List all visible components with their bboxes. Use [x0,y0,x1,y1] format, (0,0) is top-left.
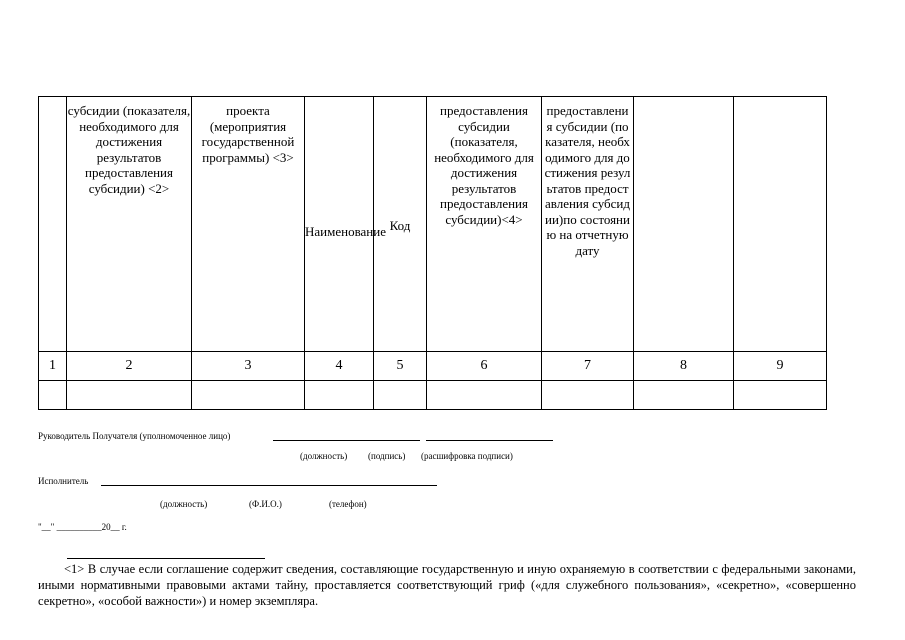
header-cell-2: субсидии (показателя, необходимого для достижения результатов предоставления субсидии) <2> [67,97,192,352]
report-table [38,96,827,410]
head-position-caption: (должность) [300,451,348,461]
table-cell [67,381,192,410]
column-number: 1 [39,352,67,381]
header-cell-3: проекта (мероприятия государственной программы) <3> [192,97,305,352]
head-name-line [426,440,553,441]
executor-name-caption: (Ф.И.О.) [249,499,282,509]
column-number: 4 [305,352,374,381]
head-signature-caption: (подпись) [368,451,406,461]
data-row [39,381,827,410]
column-number: 5 [374,352,427,381]
head-position-line [273,440,420,441]
table-cell [634,381,734,410]
column-number: 8 [634,352,734,381]
head-decoding-caption: (расшифровка подписи) [421,451,513,461]
header-row [39,97,827,352]
column-number: 2 [67,352,192,381]
header-cell-7: предоставления субсидии (показателя, необходимого для достижения результатов предоставления субсидии)по состоянию на отчетную дату [542,97,634,352]
column-number: 7 [542,352,634,381]
executor-label: Исполнитель [38,476,89,486]
table-cell [305,381,374,410]
executor-phone-caption: (телефон) [329,499,367,509]
header-cell-1 [39,97,67,352]
executor-position-caption: (должность) [160,499,208,509]
header-cell-6: предоставления субсидии (показателя, необходимого для достижения результатов предоставления субсидии)<4> [427,97,542,352]
column-number: 9 [734,352,827,381]
date-line: "__" __________20__ г. [38,522,127,532]
footnote-separator [67,558,265,559]
header-cell-9 [734,97,827,352]
executor-line [101,485,437,486]
table-cell [374,381,427,410]
table-cell [39,381,67,410]
footnote: <1> В случае если соглашение содержит сведения, составляющие государственную и иную охраняемую в соответствии с федеральными законами, иными нормативными правовыми актами тайну, проставляется соответствующий гриф («для служебного пользования», «секретно», «совершенно секретно», «особой важности») и номер экземпляра. [38,562,856,608]
table-cell [192,381,305,410]
column-number: 3 [192,352,305,381]
table-cell [734,381,827,410]
table-cell [427,381,542,410]
head-signature-label: Руководитель Получателя (уполномоченное лицо) [38,431,231,441]
header-cell-5: Код [374,97,427,352]
column-number-row [39,352,827,381]
header-cell-4: Наименование [305,97,374,352]
header-cell-8 [634,97,734,352]
column-number: 6 [427,352,542,381]
table-cell [542,381,634,410]
